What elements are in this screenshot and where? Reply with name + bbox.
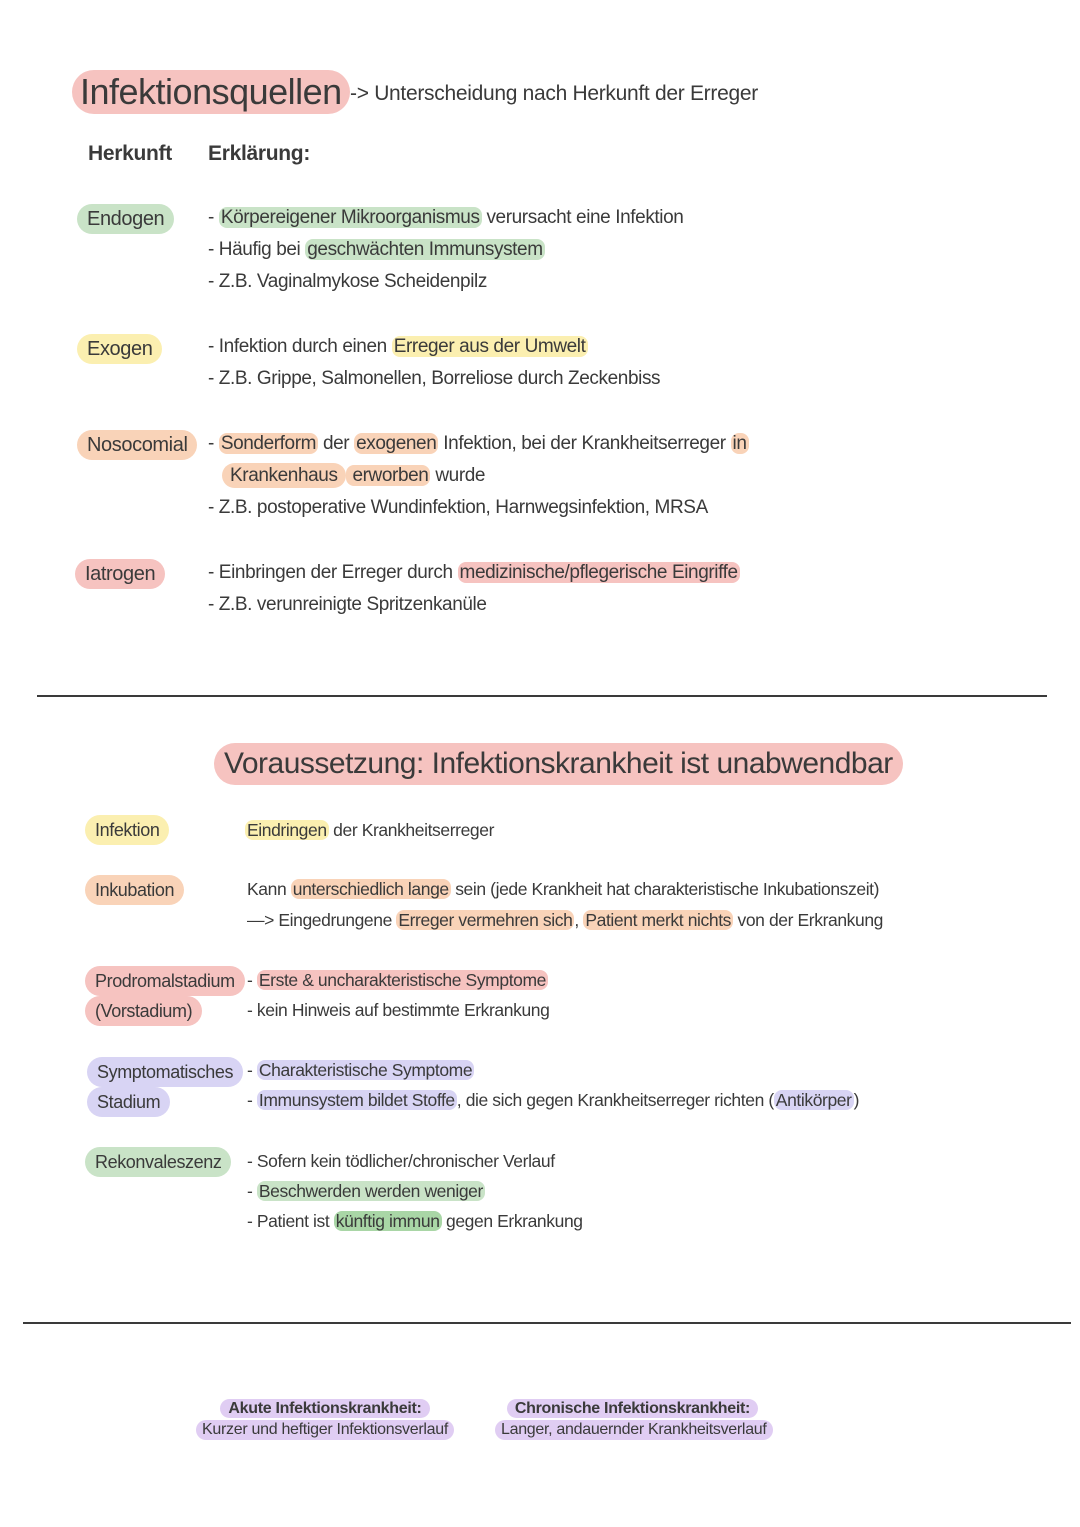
acute-infection-title: Akute Infektionskrankheit: [220, 1399, 429, 1418]
tag-endogen: Endogen [77, 204, 174, 234]
endogen-line-1: - Körpereigener Mikroorganismus verursacht eine Infektion [208, 207, 684, 228]
prodromal-line-2: - kein Hinweis auf bestimmte Erkrankung [247, 1000, 550, 1020]
endogen-line-2: - Häufig bei geschwächten Immunsystem [208, 239, 543, 260]
page-title: Infektionsquellen [72, 70, 350, 114]
endogen-line-3: - Z.B. Vaginalmykose Scheidenpilz [208, 271, 487, 292]
tag-symptomatisches: Symptomatisches [87, 1057, 243, 1087]
exogen-line-1: - Infektion durch einen Erreger aus der Umwelt [208, 336, 586, 357]
exogen-line-2: - Z.B. Grippe, Salmonellen, Borreliose durch Zeckenbiss [208, 368, 661, 389]
rekonvaleszenz-line-3: - Patient ist künftig immun gegen Erkrankung [247, 1211, 583, 1231]
tag-nosocomial: Nosocomial [77, 430, 197, 460]
column-header-origin: Herkunft [88, 142, 172, 165]
divider-2 [23, 1322, 1071, 1324]
nosocomial-line-2: Krankenhaus erworben wurde [222, 460, 485, 492]
inkubation-line-1: Kann unterschiedlich lange sein (jede Krankheit hat charakteristische Inkubationszeit) [247, 879, 880, 899]
chronic-infection-title: Chronische Infektionskrankheit: [507, 1399, 758, 1418]
column-header-explanation: Erklärung: [208, 142, 311, 165]
rekonvaleszenz-line-2: - Beschwerden werden weniger [247, 1181, 483, 1201]
tag-infektion: Infektion [85, 815, 169, 845]
symptomatisch-line-2: - Immunsystem bildet Stoffe , die sich gegen Krankheitserreger richten ( Antikörper ) [247, 1090, 859, 1110]
nosocomial-line-1: - Sonderform der exogenen Infektion, bei der Krankheitserreger in [208, 433, 747, 454]
tag-vorstadium: (Vorstadium) [85, 996, 202, 1026]
page-subtitle: -> Unterscheidung nach Herkunft der Erreger [350, 82, 758, 105]
chronic-infection-desc: Langer, andauernder Krankheitsverlauf [495, 1420, 773, 1440]
tag-stadium: Stadium [87, 1087, 170, 1117]
divider-1 [37, 695, 1047, 697]
symptomatisch-line-1: - Charakteristische Symptome [247, 1060, 473, 1080]
rekonvaleszenz-line-1: - Sofern kein tödlicher/chronischer Verlauf [247, 1151, 555, 1171]
section-title-stages: Voraussetzung: Infektionskrankheit ist unabwendbar [214, 743, 903, 785]
chronic-infection-box [495, 1400, 770, 1440]
acute-infection-box [190, 1400, 460, 1440]
iatrogen-line-2: - Z.B. verunreinigte Spritzenkanüle [208, 594, 487, 615]
tag-iatrogen: Iatrogen [75, 559, 165, 589]
iatrogen-line-1: - Einbringen der Erreger durch medizinische/pflegerische Eingriffe [208, 562, 738, 583]
tag-exogen: Exogen [77, 334, 162, 364]
nosocomial-line-3: - Z.B. postoperative Wundinfektion, Harnwegsinfektion, MRSA [208, 497, 708, 518]
tag-rekonvaleszenz: Rekonvaleszenz [85, 1147, 231, 1177]
tag-inkubation: Inkubation [85, 875, 184, 905]
prodromal-line-1: - Erste & uncharakteristische Symptome [247, 970, 546, 990]
acute-infection-desc: Kurzer und heftiger Infektionsverlauf [196, 1420, 454, 1440]
tag-prodromalstadium: Prodromalstadium [85, 966, 245, 996]
infektion-line-1: Eindringen der Krankheitserreger [247, 820, 494, 840]
inkubation-line-2: —> Eingedrungene Erreger vermehren sich , Patient merkt nichts von der Erkrankung [247, 910, 884, 930]
